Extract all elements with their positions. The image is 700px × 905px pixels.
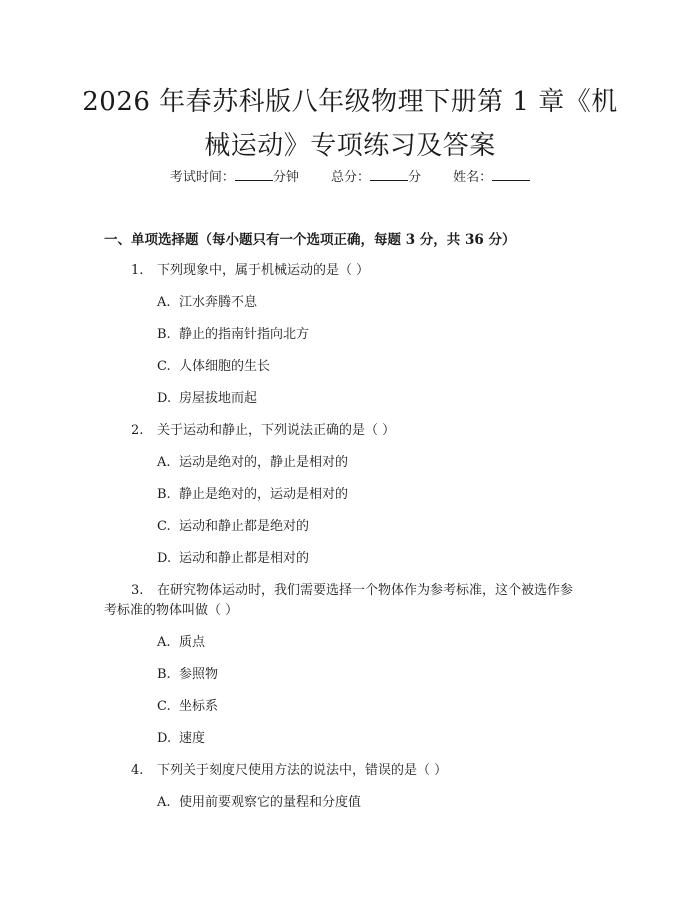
option-label: A. [157, 795, 171, 810]
document-title [70, 80, 630, 168]
question-2 [131, 421, 395, 441]
total-score-unit: 分 [408, 170, 422, 185]
q2-option-c [157, 517, 309, 537]
q1-option-b [157, 325, 309, 345]
q1-option-c [157, 357, 270, 377]
option-text: 参照物 [179, 667, 219, 682]
option-label: C. [157, 519, 171, 534]
option-label: A. [157, 455, 171, 470]
total-score-blank [370, 168, 408, 181]
option-label: D. [157, 731, 172, 746]
option-label: C. [157, 699, 171, 714]
option-text: 运动和静止都是相对的 [179, 551, 310, 566]
option-label: A. [157, 295, 171, 310]
q2-option-d [157, 549, 309, 569]
question-4 [131, 761, 447, 781]
question-number: 4. [131, 763, 144, 778]
option-text: 质点 [179, 635, 206, 650]
q3-option-c [157, 697, 218, 717]
option-text: 人体细胞的生长 [179, 359, 271, 374]
question-number: 3. [131, 583, 144, 598]
name-label: 姓名： [453, 170, 493, 185]
question-3 [131, 581, 573, 601]
option-label: C. [157, 359, 171, 374]
total-score-field [331, 168, 421, 188]
option-label: A. [157, 635, 171, 650]
option-text: 运动和静止都是绝对的 [179, 519, 310, 534]
option-text: 运动是绝对的，静止是相对的 [179, 455, 349, 470]
q1-option-d [157, 389, 257, 409]
exam-time-field [170, 168, 299, 188]
option-label: B. [157, 487, 171, 502]
question-text: 下列现象中，属于机械运动的是（ ） [157, 263, 370, 278]
question-text: 关于运动和静止，下列说法正确的是（ ） [157, 423, 396, 438]
question-text-line-1: 在研究物体运动时，我们需要选择一个物体作为参考标准，这个被选作参 [157, 583, 574, 598]
question-3-continuation [104, 601, 238, 621]
option-label: D. [157, 391, 172, 406]
option-label: B. [157, 667, 171, 682]
option-label: D. [157, 551, 172, 566]
question-number: 1. [131, 263, 144, 278]
exam-time-label: 考试时间： [169, 170, 235, 185]
q1-option-a [157, 293, 257, 313]
option-text: 江水奔腾不息 [179, 295, 258, 310]
q3-option-d [157, 729, 205, 749]
q4-option-a [157, 793, 361, 813]
q2-option-a [157, 453, 348, 473]
question-1 [131, 261, 369, 281]
exam-time-unit: 分钟 [272, 170, 299, 185]
q3-option-b [157, 665, 218, 685]
title-line-2: 械运动》专项练习及答案 [204, 131, 496, 161]
option-label: B. [157, 327, 171, 342]
option-text: 静止是绝对的，运动是相对的 [179, 487, 349, 502]
name-field [453, 168, 530, 188]
q2-option-b [157, 485, 348, 505]
option-text: 坐标系 [179, 699, 219, 714]
option-text: 房屋拔地而起 [179, 391, 258, 406]
exam-time-blank [235, 168, 273, 181]
name-blank [492, 168, 530, 181]
exam-info [0, 168, 700, 188]
question-number: 2. [131, 423, 144, 438]
option-text: 速度 [179, 731, 206, 746]
q3-option-a [157, 633, 205, 653]
question-text-line-2: 考标准的物体叫做（ ） [104, 603, 239, 618]
title-line-1: 2026 年春苏科版八年级物理下册第 1 章《机 [82, 87, 618, 117]
question-text: 下列关于刻度尺使用方法的说法中，错误的是（ ） [157, 763, 448, 778]
section-title: 一、单项选择题（每小题只有一个选项正确，每题 3 分，共 36 分） [104, 232, 516, 248]
total-score-label: 总分： [330, 170, 370, 185]
option-text: 静止的指南针指向北方 [179, 327, 310, 342]
option-text: 使用前要观察它的量程和分度值 [179, 795, 362, 810]
